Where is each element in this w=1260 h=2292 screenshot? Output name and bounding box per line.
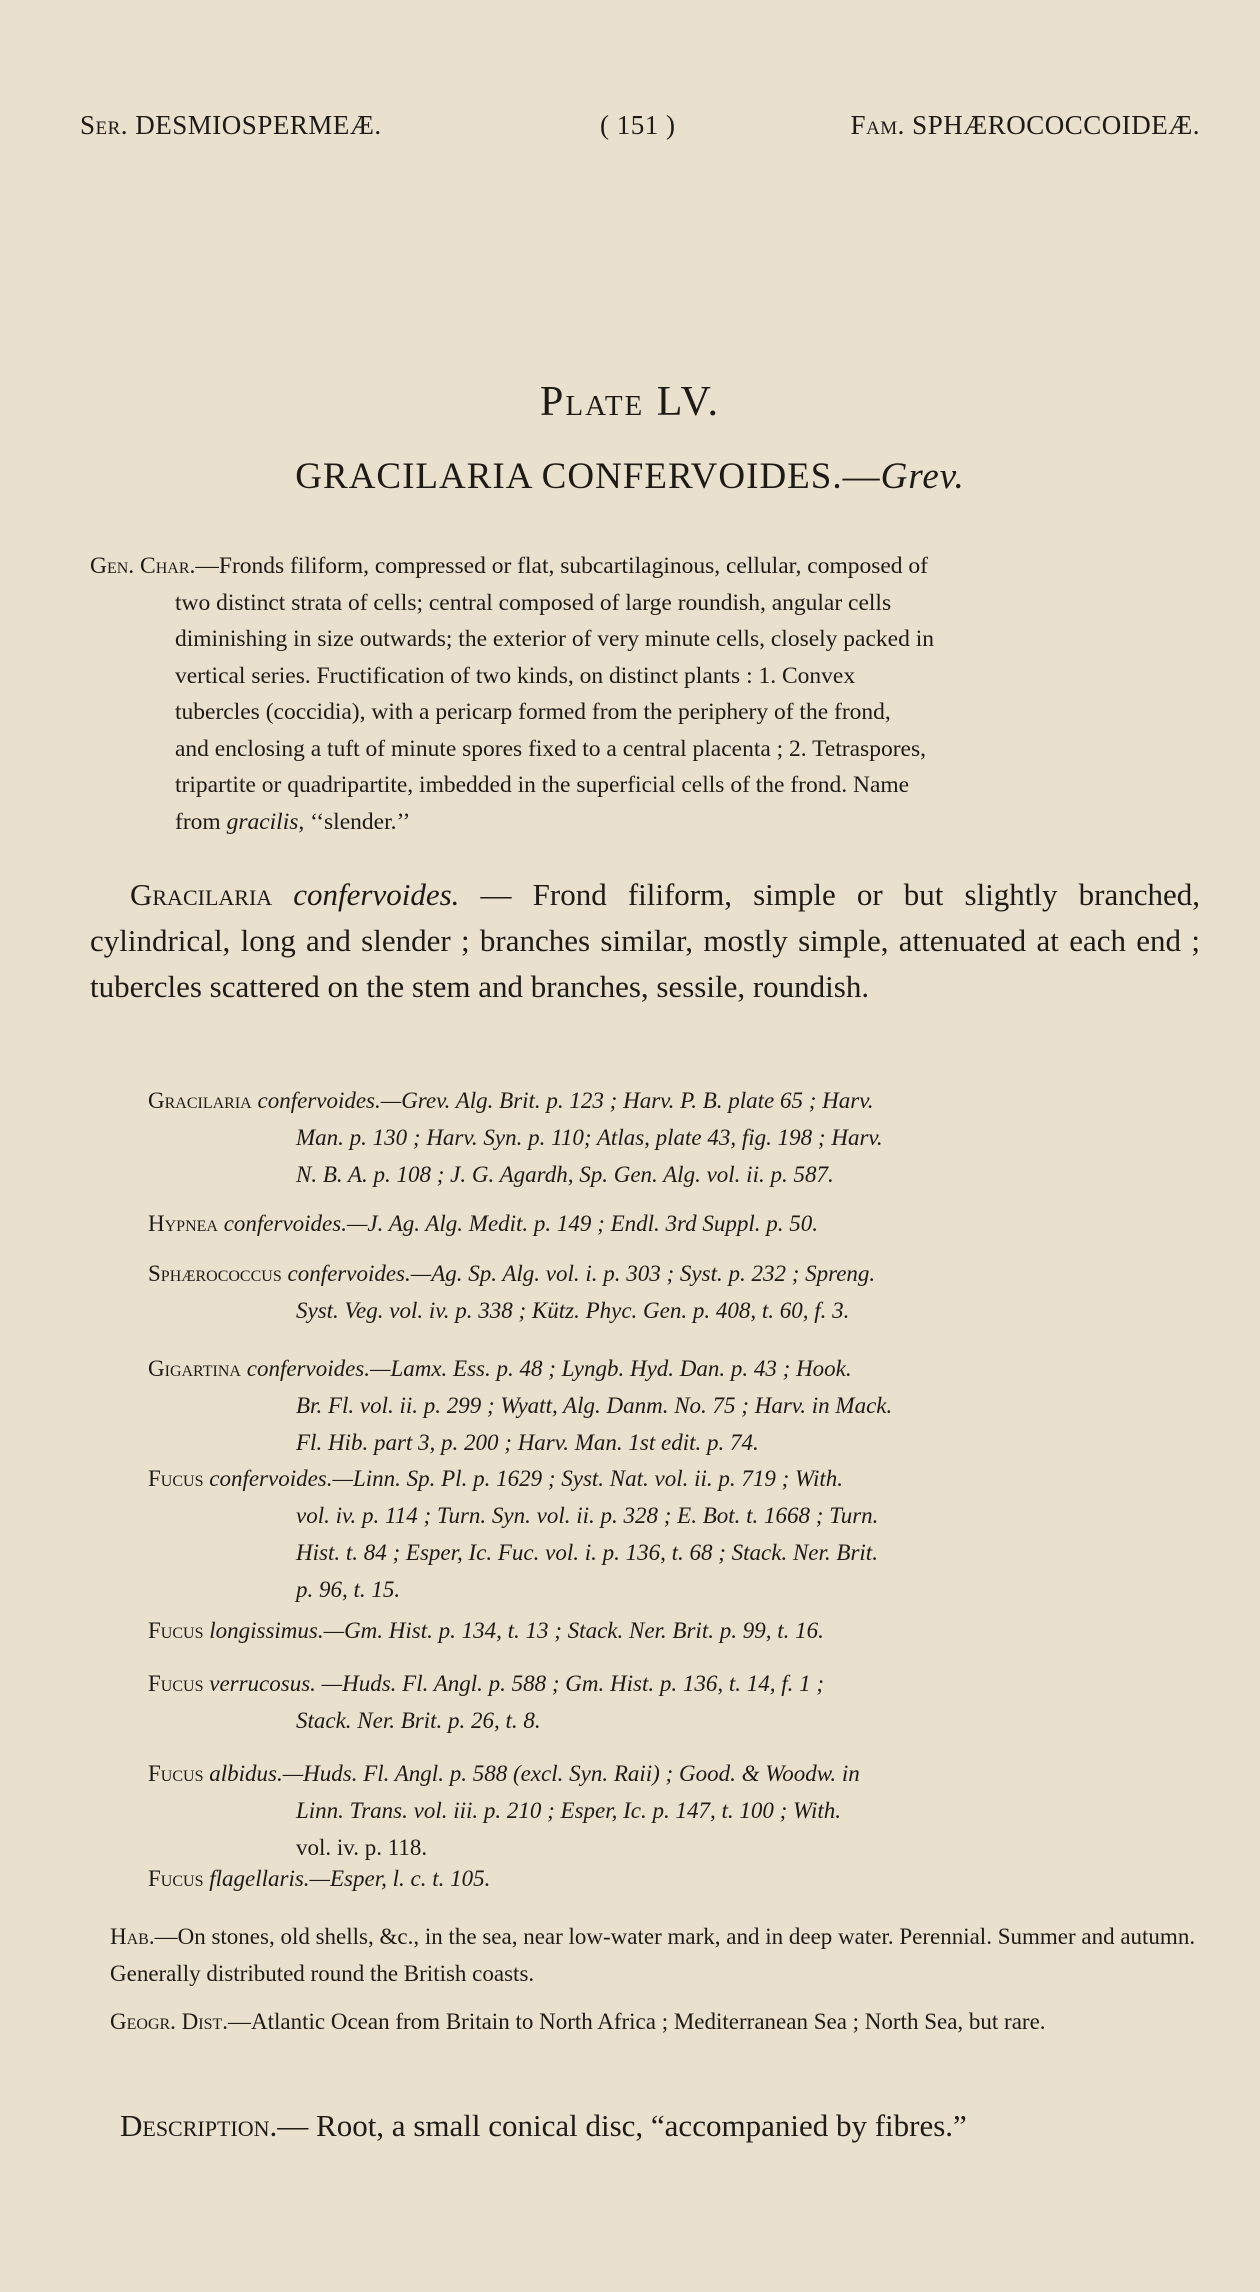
gen-char-line: two distinct strata of cells; central composed of large roundish, angular cells bbox=[175, 589, 892, 616]
synonym-entry: Fucus flagellaris.—Esper, l. c. t. 105. bbox=[148, 1866, 491, 1891]
description-genus: Gracilaria bbox=[130, 877, 273, 912]
synonym-genus: Gigartina bbox=[148, 1356, 241, 1381]
synonym-genus: Fucus bbox=[148, 1761, 204, 1786]
synonym-entry: Fucus confervoides.—Linn. Sp. Pl. p. 1629 ; Syst. Nat. vol. ii. p. 719 ; With. vol. iv. p. 114 ; Turn. Syn. vol. ii. p. 328 ; E. Bot. t. 1668 ; Turn. Hist. t. 84 ; Esper, Ic. Fuc. vol. i. p. 136, t. 68 ; Stack. Ner. Brit. p. 96, t. 15. bbox=[148, 1466, 879, 1602]
synonym-entry: Gracilaria confervoides.—Grev. Alg. Brit. p. 123 ; Harv. P. B. plate 65 ; Harv. Man. p. 130 ; Harv. Syn. p. 110; Atlas, plate 43, fig. 198 ; Harv. N. B. A. p. 108 ; J. G. Agardh, Sp. Gen. Alg. vol. ii. p. 587. bbox=[148, 1088, 883, 1187]
gen-char-line: from gracilis, ‘‘slender.’’ bbox=[175, 808, 411, 835]
synonym-genus: Hypnea bbox=[148, 1211, 218, 1236]
synonym-genus: Gracilaria bbox=[148, 1088, 252, 1113]
header-family: Fam. SPHÆROCOCCOIDEÆ. bbox=[850, 110, 1200, 140]
species-description bbox=[90, 872, 1200, 1010]
gen-char-line: tubercles (coccidia), with a pericarp formed from the periphery of the frond, bbox=[175, 699, 891, 725]
habitat-label: Hab. bbox=[110, 1924, 155, 1949]
synonym-entry: Fucus verrucosus. —Huds. Fl. Angl. p. 588 ; Gm. Hist. p. 136, t. 14, f. 1 ; Stack. Ner. Brit. p. 26, t. 8. bbox=[148, 1671, 825, 1733]
running-header bbox=[80, 110, 1200, 150]
species-name: GRACILARIA CONFERVOIDES.— bbox=[295, 456, 881, 497]
plate-title: Plate LV. bbox=[540, 379, 720, 425]
synonym-genus: Fucus bbox=[148, 1466, 204, 1491]
page-number: ( 151 ) bbox=[600, 110, 676, 140]
gen-char-line: Gen. Char.—Fronds filiform, compressed or flat, subcartilaginous, cellular, composed of bbox=[90, 553, 928, 579]
description-label: Description. bbox=[120, 2108, 278, 2143]
synonym-genus: Fucus bbox=[148, 1671, 204, 1696]
geographic-distribution bbox=[110, 2003, 1200, 2040]
gen-char-line: tripartite or quadripartite, imbedded in the superficial cells of the frond. Name bbox=[175, 772, 910, 798]
description-paragraph bbox=[120, 2108, 1200, 2144]
geographic-text: —Atlantic Ocean from Britain to North Africa ; Mediterranean Sea ; North Sea, but rare. bbox=[228, 2009, 1046, 2034]
species-title bbox=[0, 455, 1260, 498]
gen-char-line: vertical series. Fructification of two kinds, on distinct plants : 1. Convex bbox=[175, 662, 856, 689]
habitat-paragraph bbox=[110, 1918, 1200, 1992]
description-text: — Frond filiform, simple or but slightly branched, cylindrical, long and slender ; branches similar, mostly simple, attenuated at each end ; tubercles scattered on the stem and branches, sessile, roundish. bbox=[90, 877, 1200, 1004]
synonym-genus: Sphærococcus bbox=[148, 1261, 282, 1286]
habitat-text: —On stones, old shells, &c., in the sea, near low-water mark, and in deep water. Perennial. Summer and autumn. Generally distributed round the British coasts. bbox=[110, 1924, 1196, 1986]
synonym-entry: Fucus longissimus.—Gm. Hist. p. 134, t. 13 ; Stack. Ner. Brit. p. 99, t. 16. bbox=[148, 1618, 824, 1643]
description-end-text: — Root, a small conical disc, “accompanied by fibres.” bbox=[277, 2108, 967, 2143]
synonym-entry: Sphærococcus confervoides.—Ag. Sp. Alg. vol. i. p. 303 ; Syst. p. 232 ; Spreng. Syst. Veg. vol. iv. p. 338 ; Kütz. Phyc. Gen. p. 408, t. 60, f. 3. bbox=[148, 1261, 876, 1323]
description-species: confervoides. bbox=[293, 877, 460, 912]
synonym-genus: Fucus bbox=[148, 1866, 204, 1891]
synonym-entry: Hypnea confervoides.—J. Ag. Alg. Medit. p. 149 ; Endl. 3rd Suppl. p. 50. bbox=[148, 1211, 819, 1236]
gen-char-line: diminishing in size outwards; the exterior of very minute cells, closely packed in bbox=[175, 626, 934, 652]
header-series: Ser. DESMIOSPERMEÆ. bbox=[80, 110, 382, 140]
gen-char-label: Gen. Char. bbox=[90, 553, 196, 579]
geographic-label: Geogr. Dist. bbox=[110, 2009, 229, 2034]
species-author: Grev. bbox=[880, 456, 965, 497]
gen-char-line: and enclosing a tuft of minute spores fixed to a central placenta ; 2. Tetraspores, bbox=[175, 735, 926, 762]
synonym-entry: Fucus albidus.—Huds. Fl. Angl. p. 588 (excl. Syn. Raii) ; Good. & Woodw. in Linn. Trans. vol. iii. p. 210 ; Esper, Ic. p. 147, t. 100 ; With. vol. iv. p. 118. bbox=[148, 1761, 860, 1860]
synonym-genus: Fucus bbox=[148, 1618, 204, 1643]
generic-character bbox=[90, 548, 1205, 840]
synonym-entry: Gigartina confervoides.—Lamx. Ess. p. 48 ; Lyngb. Hyd. Dan. p. 43 ; Hook. Br. Fl. vol. ii. p. 299 ; Wyatt, Alg. Danm. No. 75 ; Harv. in Mack. Fl. Hib. part 3, p. 200 ; Harv. Man. 1st edit. p. 74. bbox=[148, 1356, 893, 1455]
